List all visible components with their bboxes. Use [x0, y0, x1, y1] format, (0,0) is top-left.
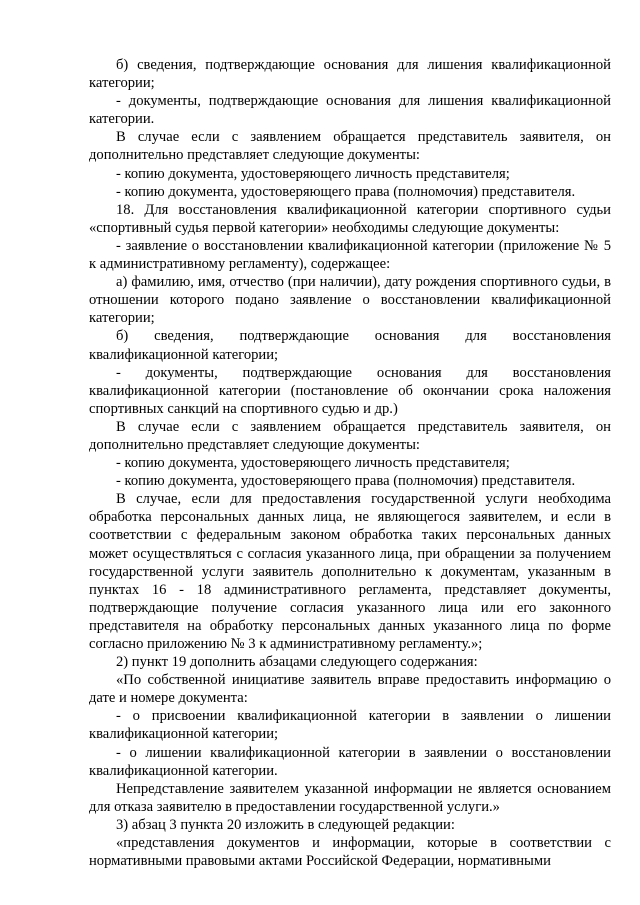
paragraph: В случае если с заявлением обращается представитель заявителя, он дополнительно представляет следующие документы: — [89, 129, 611, 164]
paragraph: 2) пункт 19 дополнить абзацами следующего содержания: — [116, 654, 478, 671]
paragraph: 3) абзац 3 пункта 20 изложить в следующей редакции: — [116, 816, 455, 833]
paragraph: - о лишении квалификационной категории в заявлении о восстановлении квалификационной категории. — [89, 744, 611, 779]
paragraph: В случае если с заявлением обращается представитель заявителя, он дополнительно представляет следующие документы: — [89, 418, 611, 453]
paragraph: - копию документа, удостоверяющего личность представителя; — [116, 165, 510, 182]
paragraph: - о присвоении квалификационной категории в заявлении о лишении квалификационной категории; — [89, 708, 611, 743]
paragraph: - документы, подтверждающие основания для восстановления квалификационной категории (постановление об окончании срока наложения спортивных санкций на спортивного судью и др.) — [89, 364, 611, 417]
paragraph: - документы, подтверждающие основания для лишения квалификационной категории. — [89, 93, 611, 128]
paragraph: - копию документа, удостоверяющего права (полномочия) представителя. — [116, 183, 576, 200]
paragraph: «представления документов и информации, которые в соответствии с нормативными правовыми актами Российской Федерации, нормативными — [89, 835, 611, 870]
paragraph: а) фамилию, имя, отчество (при наличии), дату рождения спортивного судьи, в отношении которого подано заявление о восстановлении квалификационной категории; — [89, 274, 611, 327]
paragraph: Непредставление заявителем указанной информации не является основанием для отказа заявителю в предоставлении государственной услуги.» — [89, 780, 611, 815]
paragraph: - заявление о восстановлении квалификационной категории (приложение № 5 к административному регламенту), содержащее: — [89, 237, 611, 273]
paragraph: - копию документа, удостоверяющего личность представителя; — [116, 455, 510, 472]
paragraph: - копию документа, удостоверяющего права (полномочия) представителя. — [116, 473, 576, 490]
paragraph: б) сведения, подтверждающие основания для восстановления квалификационной категории; — [89, 328, 611, 363]
paragraph: 18. Для восстановления квалификационной категории спортивного судьи «спортивный судья первой категории» необходимы следующие документы: — [89, 201, 611, 236]
paragraph: б) сведения, подтверждающие основания для лишения квалификационной категории; — [89, 57, 611, 92]
paragraph: В случае, если для предоставления государственной услуги необходима обработка персональных данных лица, не являющегося заявителем, и если в соответствии с федеральным законом обработка таких персональных данных может осуществляться с согласия указанного лица, при обращении за получением государственной услуги заявитель дополнительно к документам, указанным в пунктах 16 - 18 административного регламента, представляет документы, подтверждающие получение согласия указанного лица или его законного представителя на обработку персональных данных указанного лица по форме согласно приложению № 3 к административному регламенту.»; — [89, 491, 611, 652]
paragraph: «По собственной инициативе заявитель вправе предоставить информацию о дате и номере документа: — [89, 672, 611, 707]
